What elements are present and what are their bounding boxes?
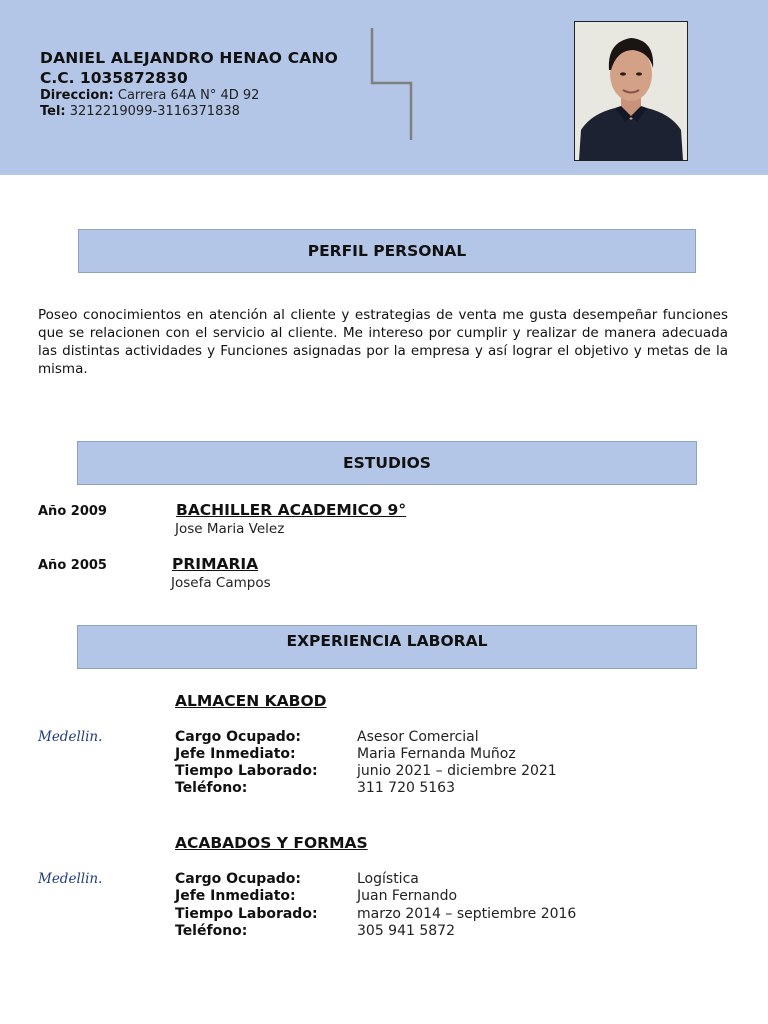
- field-value: junio 2021 – diciembre 2021: [357, 763, 557, 779]
- profile-text: Poseo conocimientos en atención al cliente y estrategias de venta me gusta desempeñar funciones que se relacionen con el servicio al cliente. Me intereso por cumplir y realizar de manera adecuada las distintas actividades y Funciones asignadas por la empresa y así lograr el objetivo y metas de la misma.: [38, 307, 728, 377]
- field-label: Teléfono:: [175, 780, 248, 796]
- section-profile-header: PERFIL PERSONAL: [78, 229, 696, 273]
- job-city: Medellin.: [38, 729, 103, 745]
- phone-label: Tel:: [40, 104, 66, 119]
- field-value: Maria Fernanda Muñoz: [357, 746, 516, 762]
- field-label: Cargo Ocupado:: [175, 871, 302, 887]
- study-school: Josefa Campos: [171, 575, 271, 591]
- study-year: Año 2005: [38, 558, 107, 573]
- field-label: Tiempo Laborado:: [175, 763, 318, 779]
- section-experience-header: EXPERIENCIA LABORAL: [77, 625, 697, 669]
- field-label: Jefe Inmediato:: [175, 746, 296, 762]
- field-value: 311 720 5163: [357, 780, 455, 796]
- study-year: Año 2009: [38, 504, 107, 519]
- company-name: ALMACEN KABOD: [175, 692, 327, 710]
- section-studies-header: ESTUDIOS: [77, 441, 697, 485]
- field-label: Jefe Inmediato:: [175, 888, 296, 904]
- phone-line: [40, 104, 240, 119]
- study-school: Jose Maria Velez: [175, 521, 285, 537]
- phone-value: 3212219099-3116371838: [69, 104, 240, 119]
- profile-photo: [574, 21, 688, 161]
- header-band: [0, 0, 768, 175]
- address-line: [40, 88, 259, 103]
- address-value: Carrera 64A N° 4D 92: [117, 88, 260, 103]
- decorative-step-line: [370, 28, 414, 140]
- id-number: C.C. 1035872830: [40, 69, 188, 87]
- field-value: Asesor Comercial: [357, 729, 479, 745]
- study-degree: BACHILLER ACADEMICO 9°: [176, 501, 407, 519]
- field-label: Cargo Ocupado:: [175, 729, 302, 745]
- field-value: Logística: [357, 871, 419, 887]
- field-value: marzo 2014 – septiembre 2016: [357, 906, 577, 922]
- field-label: Teléfono:: [175, 923, 248, 939]
- address-label: Direccion:: [40, 88, 114, 103]
- field-label: Tiempo Laborado:: [175, 906, 318, 922]
- study-degree: PRIMARIA: [172, 555, 259, 573]
- company-name: ACABADOS Y FORMAS: [175, 834, 368, 852]
- job-city: Medellin.: [38, 871, 103, 887]
- field-value: Juan Fernando: [357, 888, 458, 904]
- candidate-name: DANIEL ALEJANDRO HENAO CANO: [40, 49, 339, 67]
- field-value: 305 941 5872: [357, 923, 455, 939]
